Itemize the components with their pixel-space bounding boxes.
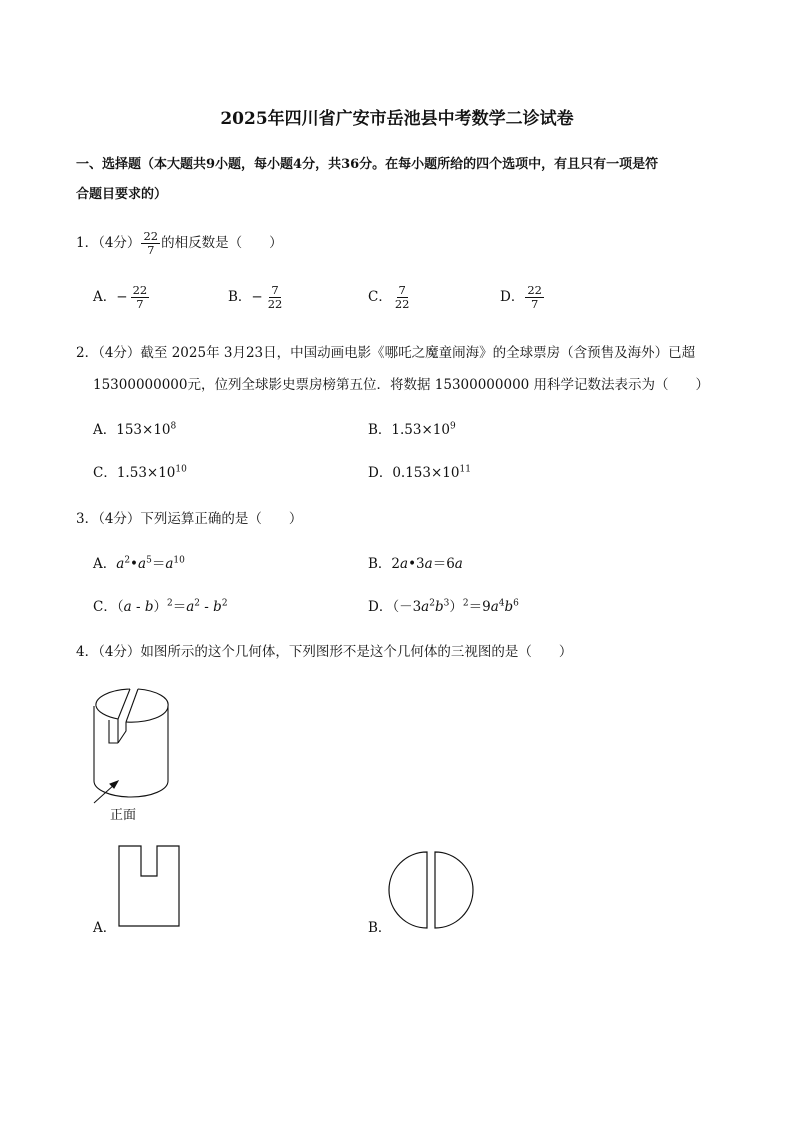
fraction-denominator: 7: [147, 243, 155, 257]
option-base: 153×10: [116, 422, 171, 438]
option-label: D．: [368, 599, 393, 615]
option-label: B．: [228, 289, 252, 305]
option-exponent: 9: [449, 421, 456, 432]
option-a-figure: [118, 845, 180, 927]
fraction-numerator: 7: [271, 283, 279, 297]
option-exponent: 10: [175, 464, 187, 475]
fraction-denominator: 22: [267, 297, 283, 311]
option-b-figure: [391, 850, 471, 930]
fraction-numerator: 22: [527, 283, 542, 297]
option-sign: −: [251, 289, 263, 305]
option-label: C．: [368, 289, 392, 305]
option-fraction: [131, 284, 150, 311]
page-title: 2025年四川省广安市岳池县中考数学二诊试卷: [220, 109, 574, 129]
question-4-stem: 4．（4分）如图所示的这个几何体，下列图形不是这个几何体的三视图的是（ ）: [76, 644, 573, 660]
fraction-numerator: 22: [132, 283, 148, 297]
option-fraction: [525, 284, 544, 311]
question-1-option-c: [368, 284, 412, 311]
front-view-label: 正面: [110, 808, 137, 823]
question-1-prefix: 1．（4分）: [76, 235, 141, 251]
question-2-line2: 15300000000元，位列全球影史票房榜第五位．将数据 15300000000 用科学记数法表示为（ ）: [93, 377, 710, 393]
fraction-numerator: 7: [398, 283, 406, 297]
section-heading-line1: 一、选择题（本大题共9小题，每小题4分，共36分。在每小题所给的四个选项中，有且只有一项是符: [76, 157, 659, 172]
question-3-option-b: B．2a•3a＝6a: [368, 556, 463, 572]
question-4-option-a-label: A．: [93, 920, 117, 936]
option-label: A．: [93, 556, 117, 572]
question-2-option-d: [368, 461, 471, 481]
option-sign: −: [116, 289, 128, 305]
question-1-stem: [76, 230, 283, 257]
option-base: 1.53×10: [391, 422, 450, 438]
fraction-numerator: 22: [143, 229, 159, 243]
question-2-option-a: [93, 418, 176, 438]
question-3-option-c: C．$(a - b)^2=a^2 - b^2$: [93, 598, 228, 615]
cylinder-figure: [88, 676, 178, 806]
fraction-denominator: 7: [136, 297, 144, 311]
option-base: 1.53×10: [116, 465, 176, 481]
question-2-option-c: [93, 461, 187, 481]
question-1-option-a: [93, 284, 150, 311]
option-label: A．: [93, 422, 117, 438]
question-3-option-d: D．$(-3a^2b^3)^2=9a^4b^6$: [368, 598, 519, 615]
option-label: B．: [368, 556, 392, 572]
section-heading-line2: 合题目要求的）: [76, 187, 168, 202]
option-label: B．: [368, 422, 392, 438]
option-fraction: [393, 284, 412, 311]
option-fraction: [266, 284, 285, 311]
option-label: C．: [93, 599, 117, 615]
question-1-option-b: [228, 284, 285, 311]
option-label: D．: [500, 289, 525, 305]
option-label: D．: [368, 465, 393, 481]
option-label: A．: [93, 289, 117, 305]
option-base: 0.153×10: [392, 465, 460, 481]
section-heading: [76, 154, 721, 206]
option-exponent: 11: [459, 464, 471, 475]
fraction-denominator: 22: [394, 297, 410, 311]
question-2-option-b: [368, 418, 456, 438]
question-1-fraction: [141, 230, 160, 257]
question-3-option-a: A．$a^2•a^5=a^{10}$: [93, 555, 185, 572]
question-1-option-d: [500, 284, 545, 311]
question-3-stem: 3．（4分）下列运算正确的是（ ）: [76, 511, 303, 527]
fraction-denominator: 7: [530, 297, 539, 311]
question-2-line1: 2．（4分）截至 2025年 3月23日，中国动画电影《哪吒之魔童闹海》的全球票房（含预售及海外）已超: [76, 345, 696, 361]
question-1-suffix: 的相反数是（ ）: [161, 235, 283, 251]
option-label: C．: [93, 465, 117, 481]
question-4-option-b-label: B．: [368, 920, 392, 936]
option-exponent: 8: [170, 421, 177, 432]
